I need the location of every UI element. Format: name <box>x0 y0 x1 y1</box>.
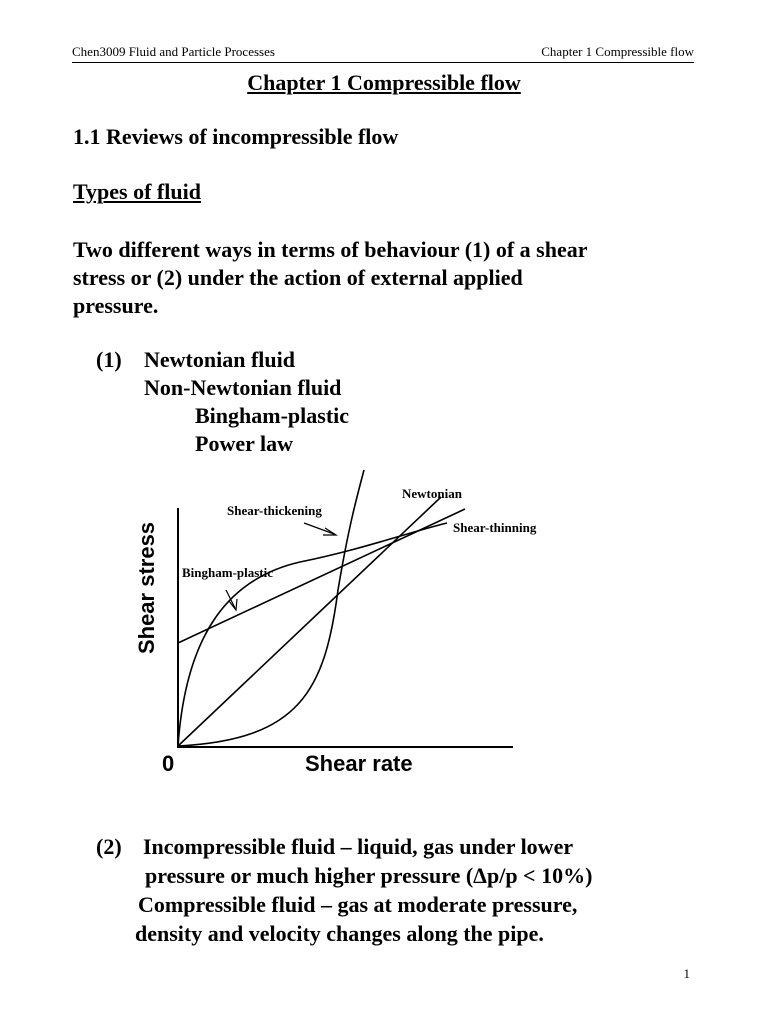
series-shear-thinning-line <box>178 523 447 746</box>
list2-line-4: density and velocity changes along the pipe. <box>135 921 544 946</box>
arrow-bingham-plastic <box>226 590 235 608</box>
list1-bingham: Bingham-plastic <box>195 403 350 428</box>
subsection-heading: Types of fluid <box>73 179 201 204</box>
header-course: Chen3009 Fluid and Particle Processes <box>72 44 275 59</box>
arrow-bingham-plastic-head <box>229 599 237 610</box>
x-axis-label: Shear rate <box>305 751 413 776</box>
section-heading: 1.1 Reviews of incompressible flow <box>73 124 399 149</box>
header-rule <box>72 62 694 63</box>
list1-marker: (1) <box>96 347 122 372</box>
header-chapter: Chapter 1 Compressible flow <box>541 44 694 59</box>
label-bingham-plastic: Bingham-plastic <box>182 565 274 580</box>
series-newtonian-line <box>178 497 441 746</box>
list1-non-newtonian: Non-Newtonian fluid <box>144 375 342 400</box>
intro-line-2: stress or (2) under the action of external applied <box>73 265 523 290</box>
label-shear-thinning: Shear-thinning <box>453 520 537 535</box>
list2-line-3: Compressible fluid – gas at moderate pressure, <box>138 892 578 917</box>
page-title-text: Chapter 1 Compressible flow <box>247 70 521 95</box>
origin-label: 0 <box>162 751 175 776</box>
intro-line-3: pressure. <box>73 293 159 318</box>
list1-power-law: Power law <box>195 431 293 456</box>
page-title <box>0 70 768 96</box>
arrow-shear-thickening <box>304 523 334 534</box>
arrow-shear-thickening-head <box>323 528 336 535</box>
label-shear-thickening: Shear-thickening <box>227 503 322 518</box>
list2-line-1: Incompressible fluid – liquid, gas under lower <box>143 834 574 859</box>
page-number: 1 <box>683 966 690 981</box>
list1-newtonian: Newtonian fluid <box>144 347 295 372</box>
y-axis-label: Shear stress <box>134 521 159 655</box>
list2-line-2: pressure or much higher pressure (Δp/p < 10%) <box>145 863 593 888</box>
series-shear-thickening-line <box>178 470 364 746</box>
intro-line-1: Two different ways in terms of behaviour (1) of a shear <box>73 237 588 262</box>
intro-paragraph <box>73 236 713 320</box>
list2-marker: (2) <box>96 834 122 859</box>
label-newtonian: Newtonian <box>402 486 462 501</box>
series-bingham-plastic-line <box>178 509 465 643</box>
